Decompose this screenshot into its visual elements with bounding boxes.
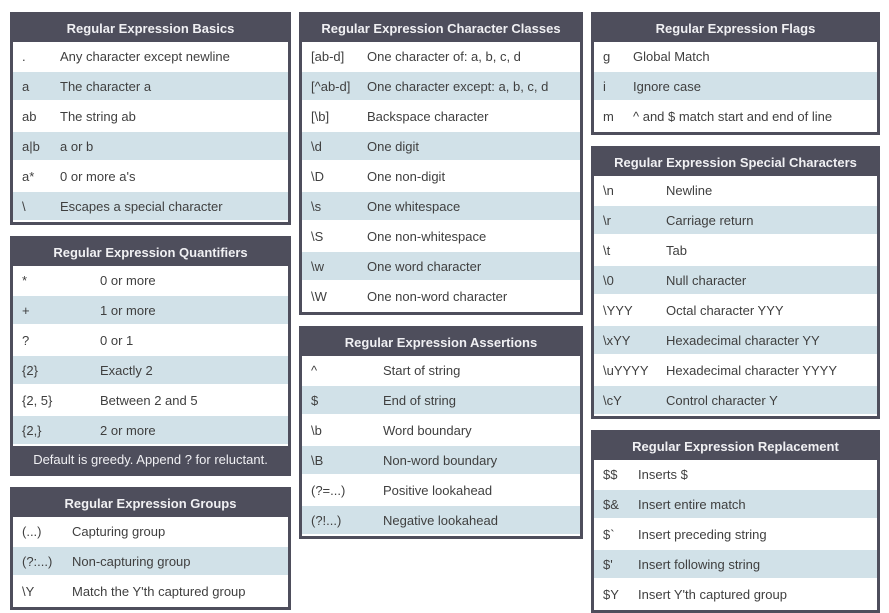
symbol-cell: ^ (311, 362, 318, 378)
table-row (302, 356, 580, 384)
symbol-cell: \t (603, 242, 611, 258)
regex-character-classes-table (299, 12, 583, 315)
table-row (13, 296, 288, 324)
symbol-cell: (?:...) (22, 553, 53, 569)
table-row (302, 132, 580, 160)
table-row (13, 102, 288, 130)
table-row (13, 386, 288, 414)
table-row (13, 266, 288, 294)
description-cell: Control character Y (666, 392, 778, 408)
table-title: Regular Expression Quantifiers (13, 239, 288, 266)
symbol-cell: $& (603, 496, 619, 512)
table-row (594, 490, 877, 518)
description-cell: Non-capturing group (72, 553, 191, 569)
table-row (302, 192, 580, 220)
table-body (13, 517, 288, 605)
symbol-cell: \D (311, 168, 324, 184)
table-body (302, 42, 580, 310)
table-row (302, 252, 580, 280)
description-cell: 1 or more (100, 302, 156, 318)
description-cell: End of string (383, 392, 456, 408)
symbol-cell: \S (311, 228, 324, 244)
table-body (594, 176, 877, 414)
table-row (594, 386, 877, 414)
symbol-cell: \uYYYY (603, 362, 649, 378)
description-cell: Null character (666, 272, 747, 288)
symbol-cell: \b (311, 422, 322, 438)
description-cell: Match the Y'th captured group (72, 583, 246, 599)
description-cell: One non-word character (367, 288, 508, 304)
table-row (13, 42, 288, 70)
description-cell: Inserts $ (638, 466, 688, 482)
regex-replacement-table (591, 430, 880, 613)
table-row (302, 416, 580, 444)
column-left (10, 12, 291, 610)
table-row (594, 236, 877, 264)
symbol-cell: [^ab-d] (311, 78, 351, 94)
table-row (302, 282, 580, 310)
symbol-cell: m (603, 108, 614, 124)
symbol-cell: a* (22, 168, 35, 184)
table-row (594, 326, 877, 354)
symbol-cell: {2} (22, 362, 38, 378)
description-cell: Any character except newline (60, 48, 230, 64)
description-cell: Insert following string (638, 556, 761, 572)
table-row (594, 42, 877, 70)
table-row (302, 506, 580, 534)
description-cell: Insert preceding string (638, 526, 767, 542)
symbol-cell: + (22, 302, 30, 318)
table-row (302, 72, 580, 100)
symbol-cell: {2, 5} (22, 392, 53, 408)
description-cell: One whitespace (367, 198, 461, 214)
description-cell: One non-digit (367, 168, 446, 184)
table-row (594, 206, 877, 234)
regex-assertions-table (299, 326, 583, 539)
table-body (594, 460, 877, 608)
table-row (302, 162, 580, 190)
table-row (594, 102, 877, 130)
description-cell: One word character (367, 258, 482, 274)
table-row (302, 222, 580, 250)
table-body (13, 42, 288, 220)
table-row (594, 550, 877, 578)
description-cell: The character a (60, 78, 152, 94)
symbol-cell: ? (22, 332, 30, 348)
symbol-cell: $` (603, 526, 615, 542)
description-cell: Non-word boundary (383, 452, 498, 468)
table-row (13, 577, 288, 605)
symbol-cell: \W (311, 288, 327, 304)
table-row (13, 326, 288, 354)
description-cell: Positive lookahead (383, 482, 493, 498)
table-title: Regular Expression Flags (594, 15, 877, 42)
symbol-cell: \xYY (603, 332, 631, 348)
table-row (594, 72, 877, 100)
description-cell: 0 or more a's (60, 168, 136, 184)
description-cell: Global Match (633, 48, 710, 64)
description-cell: One non-whitespace (367, 228, 487, 244)
description-cell: Word boundary (383, 422, 472, 438)
description-cell: Hexadecimal character YY (666, 332, 820, 348)
symbol-cell: (?=...) (311, 482, 346, 498)
description-cell: ^ and $ match start and end of line (633, 108, 833, 124)
table-row (594, 296, 877, 324)
symbol-cell: i (603, 78, 606, 94)
regex-quantifiers-table (10, 236, 291, 476)
description-cell: Backspace character (367, 108, 489, 124)
description-cell: Insert entire match (638, 496, 746, 512)
description-cell: Hexadecimal character YYYY (666, 362, 838, 378)
symbol-cell: a|b (22, 138, 40, 154)
description-cell: Ignore case (633, 78, 701, 94)
table-title: Regular Expression Replacement (594, 433, 877, 460)
table-title: Regular Expression Basics (13, 15, 288, 42)
symbol-cell: \d (311, 138, 322, 154)
table-row (594, 520, 877, 548)
description-cell: Capturing group (72, 523, 166, 539)
description-cell: One character except: a, b, c, d (367, 78, 549, 94)
description-cell: Negative lookahead (383, 512, 498, 528)
table-row (13, 72, 288, 100)
symbol-cell: \s (311, 198, 322, 214)
symbol-cell: \YYY (603, 302, 633, 318)
table-row (13, 132, 288, 160)
symbol-cell: g (603, 48, 611, 64)
table-row (594, 176, 877, 204)
description-cell: One digit (367, 138, 420, 154)
symbol-cell: ab (22, 108, 37, 124)
symbol-cell: * (22, 272, 28, 288)
table-row (13, 517, 288, 545)
table-row (13, 356, 288, 384)
description-cell: The string ab (60, 108, 136, 124)
symbol-cell: \n (603, 182, 614, 198)
table-row (594, 460, 877, 488)
description-cell: Start of string (383, 362, 461, 378)
symbol-cell: $ (311, 392, 319, 408)
description-cell: Insert Y'th captured group (638, 586, 787, 602)
table-row (13, 547, 288, 575)
table-row (13, 192, 288, 220)
description-cell: 2 or more (100, 422, 156, 438)
table-row (594, 580, 877, 608)
description-cell: Newline (666, 182, 713, 198)
description-cell: Octal character YYY (666, 302, 784, 318)
symbol-cell: \B (311, 452, 324, 468)
regex-basics-table (10, 12, 291, 225)
regex-special-characters-table (591, 146, 880, 419)
regex-flags-table (591, 12, 880, 135)
table-row (13, 416, 288, 444)
table-row (302, 476, 580, 504)
table-row (594, 356, 877, 384)
table-title: Regular Expression Groups (13, 490, 288, 517)
description-cell: Exactly 2 (100, 362, 153, 378)
symbol-cell: \Y (22, 583, 35, 599)
regex-groups-table (10, 487, 291, 610)
symbol-cell: \ (22, 198, 26, 214)
description-cell: Carriage return (666, 212, 754, 228)
symbol-cell: \0 (603, 272, 614, 288)
description-cell: Escapes a special character (60, 198, 223, 214)
table-row (302, 102, 580, 130)
table-row (302, 42, 580, 70)
symbol-cell: (?!...) (311, 512, 342, 528)
table-title: Regular Expression Special Characters (594, 149, 877, 176)
description-cell: 0 or 1 (100, 332, 134, 348)
table-footnote: Default is greedy. Append ? for reluctant. (13, 446, 288, 473)
symbol-cell: \r (603, 212, 611, 228)
symbol-cell: $Y (603, 586, 619, 602)
description-cell: One character of: a, b, c, d (367, 48, 521, 64)
table-body (302, 356, 580, 534)
description-cell: Tab (666, 242, 687, 258)
symbol-cell: \w (311, 258, 324, 274)
table-title: Regular Expression Character Classes (302, 15, 580, 42)
symbol-cell: {2,} (22, 422, 42, 438)
column-right (591, 12, 880, 613)
symbol-cell: [\b] (311, 108, 330, 124)
table-row (13, 162, 288, 190)
symbol-cell: (...) (22, 523, 42, 539)
symbol-cell: a (22, 78, 30, 94)
description-cell: 0 or more (100, 272, 156, 288)
symbol-cell: . (22, 48, 26, 64)
table-row (594, 266, 877, 294)
table-row (302, 386, 580, 414)
description-cell: a or b (60, 138, 94, 154)
column-middle (299, 12, 583, 539)
table-body (13, 266, 288, 444)
symbol-cell: [ab-d] (311, 48, 345, 64)
table-body (594, 42, 877, 130)
symbol-cell: $$ (603, 466, 618, 482)
symbol-cell: \cY (603, 392, 622, 408)
description-cell: Between 2 and 5 (100, 392, 198, 408)
table-row (302, 446, 580, 474)
symbol-cell: $' (603, 556, 613, 572)
table-title: Regular Expression Assertions (302, 329, 580, 356)
